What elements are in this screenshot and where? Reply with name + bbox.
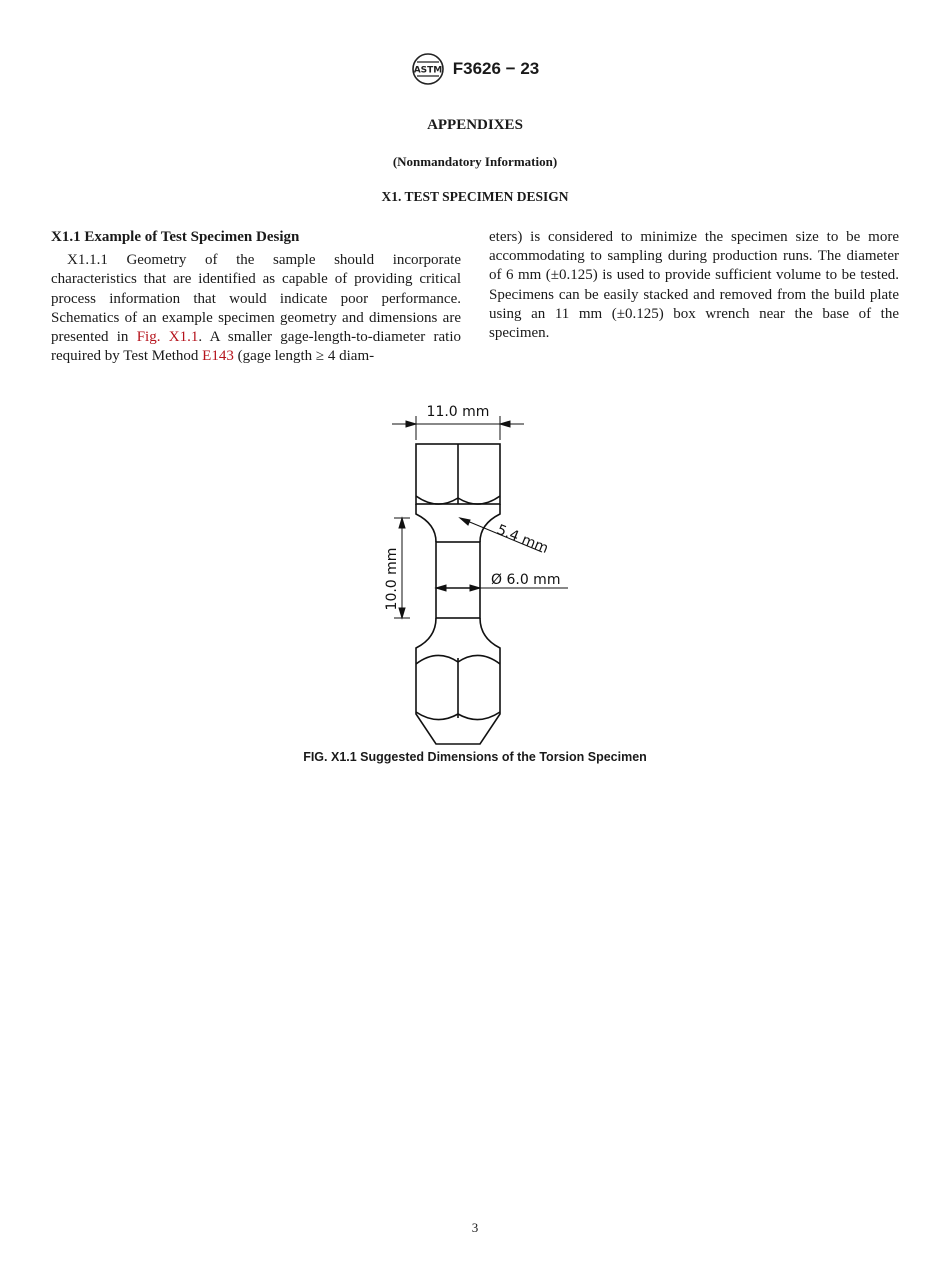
radius-dimension-label: 5.4 mm (494, 521, 551, 557)
astm-logo-icon (411, 52, 445, 86)
left-column (51, 228, 461, 366)
paragraph-x1-1-1: X1.1.1 Geometry of the sample should incorporate characteristics that are identified as capable of providing critical process information that would indicate poor performance. Schematics of an example specimen geometry and dimensions are presented in Fig. X1.1. A smaller gage-length-to-diameter ratio required by Test Method E143 (gage length ≥ 4 diam- (51, 252, 462, 365)
page-number: 3 (471, 1220, 479, 1235)
nonmandatory-note: (Nonmandatory Information) (392, 154, 558, 169)
page-header (0, 52, 950, 91)
diameter-dimension-label: Ø 6.0 mm (491, 572, 561, 588)
gauge-section (436, 542, 480, 618)
right-column (489, 228, 899, 343)
fig-x1-1-link[interactable]: Fig. X1.1 (136, 329, 199, 346)
section-title: X1. TEST SPECIMEN DESIGN (381, 189, 569, 204)
appendixes-title: APPENDIXES (427, 117, 523, 133)
document-code: F3626 − 23 (452, 59, 540, 78)
specimen-drawing (370, 396, 580, 748)
figure-caption: FIG. X1.1 Suggested Dimensions of the Torsion Specimen (303, 750, 647, 764)
length-dimension-label: 10.0 mm (384, 547, 400, 611)
subsection-heading: X1.1 Example of Test Specimen Design (51, 229, 300, 245)
paragraph-continuation: eters) is considered to minimize the specimen size to be more accommodating to sampling during production runs. The diameter of 6 mm (±0.125) is used to provide sufficient volume to be tested. Specimens can be easily stacked and removed from the build plate using an 11 mm (±0.125) box wrench near the base of the specimen. (489, 229, 899, 342)
e143-link[interactable]: E143 (202, 348, 234, 365)
width-dimension-label: 11.0 mm (426, 404, 490, 420)
svg-text:ASTM: ASTM (413, 65, 443, 76)
paragraph-label: X1.1.1 (67, 252, 108, 269)
